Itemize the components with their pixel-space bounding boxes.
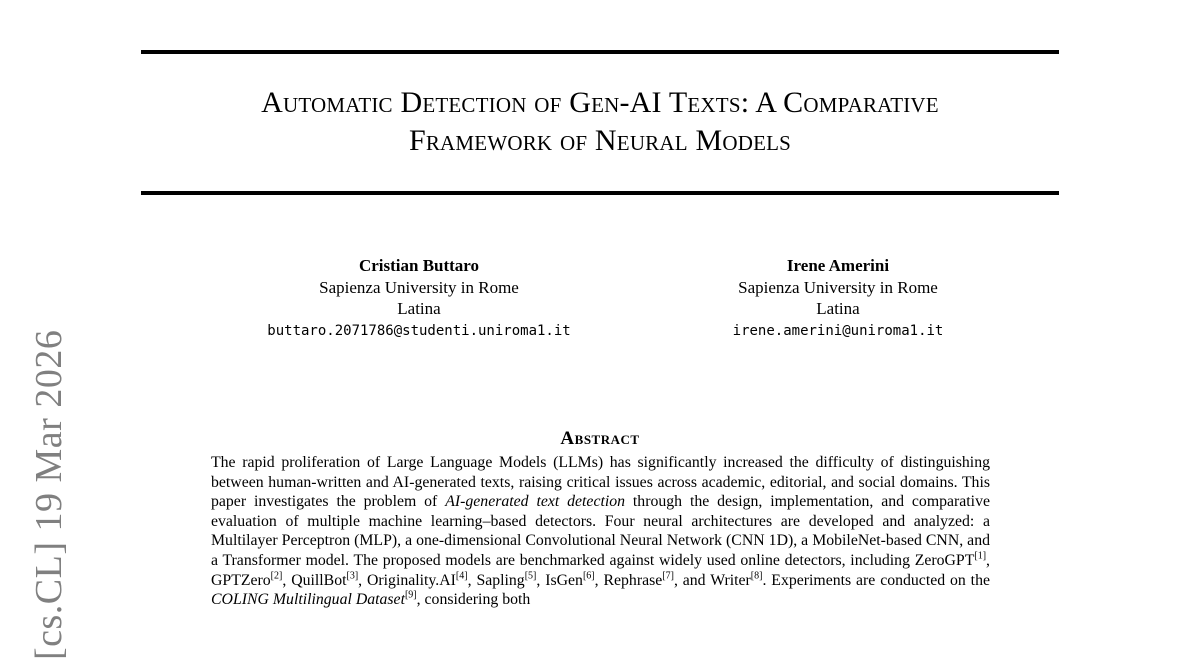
citation-ref[interactable]: [1] <box>974 550 987 562</box>
arxiv-side-stamp: [cs.CL] 19 Mar 2026 <box>28 329 70 660</box>
paper-title <box>141 84 1059 160</box>
detector-1 <box>211 572 291 589</box>
citation-ref[interactable]: [6] <box>582 570 595 582</box>
title-top-rule <box>141 50 1059 54</box>
title-line-2: Framework of Neural Models <box>408 124 792 157</box>
separator: , <box>467 571 477 589</box>
author-email[interactable]: irene.amerini@uniroma1.it <box>732 322 944 339</box>
citation-ref[interactable]: [7] <box>662 570 674 582</box>
author-block-2 <box>638 255 1038 342</box>
author-email[interactable]: buttaro.2071786@studenti.uniroma1.it <box>267 322 571 339</box>
detector-6 <box>603 572 710 589</box>
detector-7 <box>710 572 771 589</box>
detector-name: ZeroGPT <box>914 551 975 569</box>
detector-4 <box>476 572 545 589</box>
abstract-part-2: through the design, implementation, and comparative evaluation of multiple machine learning–based detectors. Four neural architectures are developed and analyzed: a Multilayer Perceptron (MLP), a one-dimensional Convolutional Neural Network (CNN 1D), a MobileNet-based CNN, and a Transformer model. The proposed models are benchmarked against widely used online detectors, including <box>211 493 990 569</box>
separator: , <box>282 571 292 589</box>
detector-2 <box>291 572 367 589</box>
detector-5 <box>545 572 603 589</box>
dataset-name: COLING Multilingual Dataset <box>211 591 405 609</box>
author-block-1 <box>219 255 619 342</box>
title-line-1: Automatic Detection of Gen-AI Texts: A Comparative <box>261 86 939 119</box>
citation-ref[interactable]: [9] <box>404 589 417 601</box>
detector-name: Sapling <box>476 571 525 589</box>
detector-name: Writer <box>710 571 751 589</box>
separator: , <box>358 571 367 589</box>
detector-0 <box>915 552 990 569</box>
author-city: Latina <box>816 299 860 318</box>
separator: , <box>536 571 546 589</box>
separator: , <box>594 571 604 589</box>
author-name: Irene Amerini <box>786 256 890 275</box>
detector-name: QuillBot <box>291 571 347 589</box>
separator: . <box>762 571 772 589</box>
citation-ref[interactable]: [2] <box>270 570 283 582</box>
detector-name: Originality.AI <box>367 571 456 589</box>
author-name: Cristian Buttaro <box>358 256 480 275</box>
detector-name: IsGen <box>545 571 583 589</box>
title-bottom-rule <box>141 191 1059 195</box>
abstract-part-4: , considering both <box>416 591 531 609</box>
detector-name: Rephrase <box>603 571 663 589</box>
abstract-part-3: Experiments are conducted on the <box>771 571 990 589</box>
abstract-heading: Abstract <box>560 428 640 449</box>
detector-3 <box>367 572 476 589</box>
author-affiliation: Sapienza University in Rome <box>319 277 519 297</box>
abstract-part-1: The rapid proliferation of Large Language Models (LLMs) has significantly increased the difficulty of distinguishing between human-written and AI-generated texts, raising critical issues across academic, editorial, and social domains. This paper investigates the problem of <box>211 454 990 511</box>
author-city: Latina <box>397 299 441 318</box>
detector-name: GPTZero <box>211 571 271 589</box>
citation-ref[interactable]: [3] <box>346 570 359 582</box>
citation-ref[interactable]: [4] <box>455 570 468 582</box>
separator: , <box>986 551 990 569</box>
citation-ref[interactable]: [8] <box>750 570 763 582</box>
abstract-emphasis: AI-generated text detection <box>445 493 626 511</box>
author-affiliation: Sapienza University in Rome <box>738 277 938 297</box>
citation-ref[interactable]: [5] <box>524 570 537 582</box>
separator: , and <box>673 571 711 589</box>
abstract-text <box>211 453 990 610</box>
